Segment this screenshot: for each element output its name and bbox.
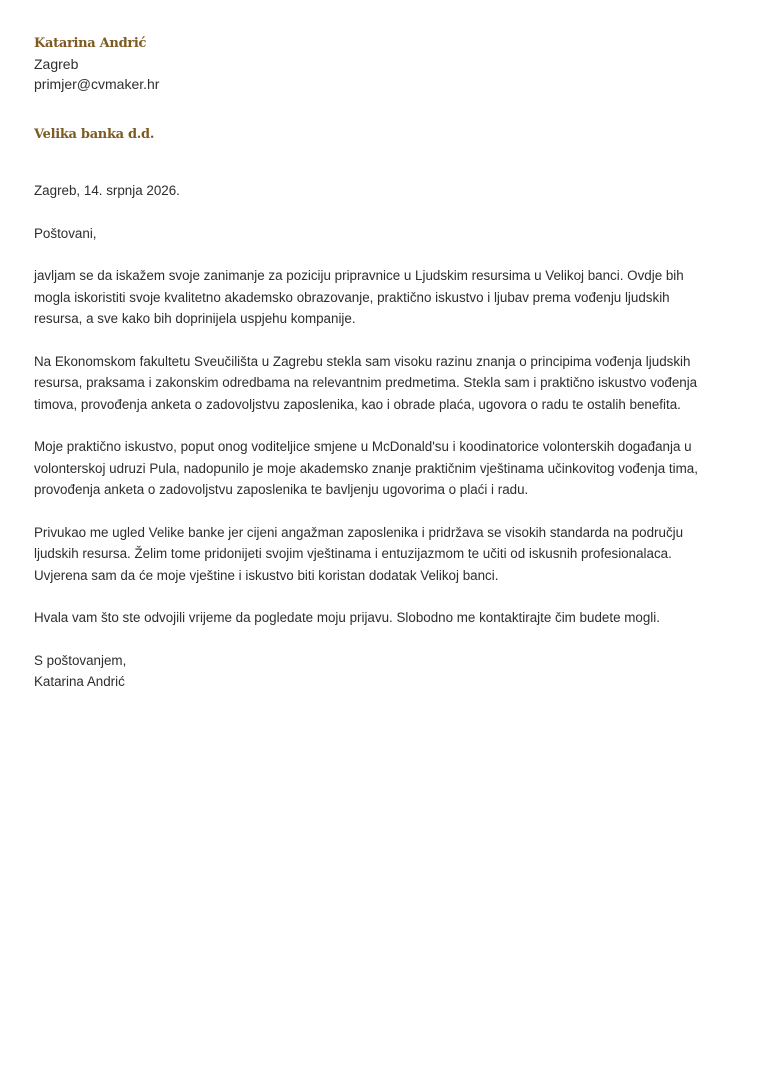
paragraph-4: Privukao me ugled Velike banke jer cijeni angažman zaposlenika i pridržava se visokih standarda na području ljudskih resursa. Želim tome pridonijeti svojim vještinama i entuzijazmom te učiti od iskusnih profesionalaca. Uvjerena sam da će moje vještine i iskustvo biti koristan dodatak Velikoj banci. — [34, 524, 684, 583]
recipient-block — [34, 125, 154, 145]
salutation: Poštovani, — [34, 225, 97, 241]
sender-name: Katarina Andrić — [34, 36, 147, 51]
paragraph-2: Na Ekonomskom fakultetu Sveučilišta u Zagrebu stekla sam visoku razinu znanja o principima vođenja ljudskih resursa, praksama i zakonskim odredbama na relevantnim predmetima. Stekla sam i praktično iskustvo vođenja timova, provođenja anketa o zadovoljstvu zaposlenika, kao i obrade plaća, ugovora o radu te ostalih benefita. — [34, 353, 698, 412]
sender-email: primjer@cvmaker.hr — [34, 76, 160, 92]
closing: S poštovanjem, — [34, 652, 127, 668]
paragraph-1: javljam se da iskažem svoje zanimanje za poziciju pripravnice u Ljudskim resursima u Velikoj banci. Ovdje bih mogla iskoristiti svoje kvalitetno akademsko obrazovanje, praktično iskustvo i ljubav prema vođenju ljudskih resursa, a sve kako bih doprinijela uspjehu kompanije. — [34, 268, 684, 326]
paragraph-5: Hvala vam što ste odvojili vrijeme da pogledate moju prijavu. Slobodno me kontaktirajte čim budete mogli. — [34, 610, 660, 625]
paragraph-3: Moje praktično iskustvo, poput onog voditeljice smjene u McDonald'su i koodinatorice volonterskih događanja u volonterskoj udruzi Pula, nadopunilo je moje akademsko znanje praktičnim vještinama učinkovitog vođenja tima, provođenja anketa o zadovoljstvu zaposlenika te bavljenju ugovorima o plaći i radu. — [34, 439, 698, 497]
date-line: Zagreb, 14. srpnja 2026. — [34, 183, 180, 198]
signature: Katarina Andrić — [34, 674, 125, 689]
sender-city: Zagreb — [34, 56, 79, 72]
recipient-company: Velika banka d.d. — [34, 127, 155, 142]
sender-block — [34, 34, 159, 94]
letter-body — [34, 180, 714, 693]
